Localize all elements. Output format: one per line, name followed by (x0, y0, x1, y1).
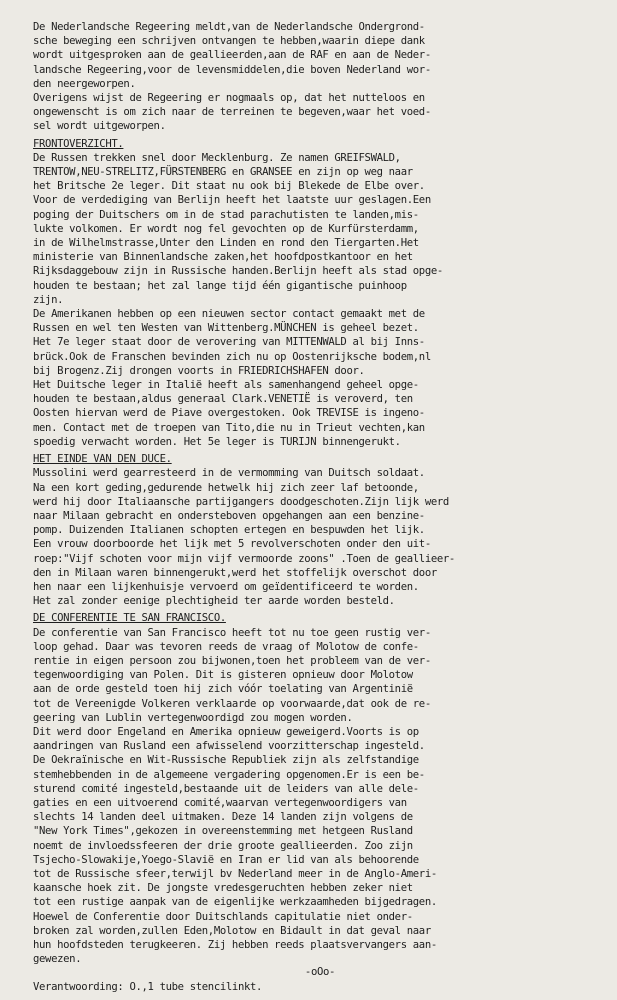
text-line: tot de Vereenigde Volkeren verklaarde op voorwaarde,dat ook de re- (33, 697, 431, 710)
text-line: noemt de invloedssfeeren der drie groote geallieerden. Zoo zijn (33, 839, 413, 852)
text-line: slechts 14 landen deel uitmaken. Deze 14 landen zijn volgens de (33, 811, 413, 824)
text-line: loop gehad. Daar was tevoren reeds de vraag of Molotow de confe- (33, 640, 419, 653)
text-line: ministerie van Binnenlandsche zaken,het hoofdpostkantoor en het (33, 251, 413, 264)
text-line: hun hoofdsteden terugkeeren. Zij hebben reeds plaatsvervangers aan- (33, 939, 437, 951)
text-line: tot een rustige aanpak van de eigenlijke werkzaamheden bijgedragen. (33, 896, 437, 909)
text-line: rentie in eigen persoon zou bijwonen,toen het probleem van de ver- (33, 654, 431, 667)
text-line: Het zal zonder eenige plechtigheid ter aarde worden besteld. (33, 595, 395, 608)
text-line: Het 7e leger staat door de verovering van MITTENWALD al bij Inns- (33, 336, 425, 349)
text-line: ongewenscht is om zich naar de terreinen te begeven,waar het voed- (33, 106, 431, 119)
text-line: Rijksdaggebouw zijn in Russische handen.Berlijn heeft als stad opge- (33, 265, 443, 278)
text-line: tegenwoordiging van Polen. Dit is gisteren opnieuw door Molotow (33, 669, 413, 682)
text-line: sche beweging een schrijven ontvangen te hebben,waarin diepe dank (33, 35, 425, 48)
section-heading: DE CONFERENTIE TE SAN FRANCISCO. (33, 612, 226, 625)
closing-mark: -oOo- (304, 966, 336, 979)
text-line: Tsjecho-Slowakije,Yoego-Slavië en Iran er lid van als behoorende (33, 853, 419, 866)
text-line: Mussolini werd gearresteerd in de vermomming van Duitsch soldaat. (33, 467, 425, 480)
text-line: landsche Regeering,voor de levensmiddelen,die boven Nederland wor- (33, 63, 431, 76)
text-line: roep:"Vijf schoten voor mijn vijf vermoorde zoons" .Toen de geallieer- (33, 552, 455, 565)
text-line: poging der Duitschers om in de stad parachutisten te landen,mis- (33, 208, 419, 221)
footer-line: Verantwoording: O.,1 tube stencilinkt. (33, 980, 263, 993)
text-line: houden te bestaan,aldus generaal Clark.VENETIË is veroverd, ten (33, 393, 413, 406)
text-line: Overigens wijst de Regeering er nogmaals op, dat het nutteloos en (33, 92, 425, 105)
text-line: broken zal worden,zullen Eden,Molotow en Bidault in dat geval naar (33, 924, 431, 937)
text-line: spoedig verwacht worden. Het 5e leger is TURIJN binnengerukt. (33, 435, 401, 448)
text-line: het Britsche 2e leger. Dit staat nu ook bij Blekede de Elbe over. (33, 180, 425, 193)
text-line: in de Wilhelmstrasse,Unter den Linden en rond den Tiergarten.Het (33, 237, 419, 250)
text-line: Voor de verdediging van Berlijn heeft het laatste uur geslagen.Een (33, 194, 431, 207)
text-line: sel wordt uitgeworpen. (33, 120, 166, 133)
text-line: geering van Lublin vertegenwoordigd zou mogen worden. (33, 711, 353, 724)
text-line: sturend comité ingesteld,bestaande uit de leiders van alle dele- (33, 782, 419, 795)
text-line: Hoewel de Conferentie door Duitschlands capitulatie niet onder- (33, 910, 413, 923)
text-line: zijn. (33, 293, 64, 306)
text-line: gaties en een uitvoerend comité,waarvan vertegenwoordigers van (33, 796, 407, 809)
text-line: werd hij door Italiaansche partijgangers doodgeschoten.Zijn lijk werd (33, 495, 449, 508)
text-line: aandringen van Rusland een afwisselend voorzitterschap ingesteld. (33, 740, 425, 753)
text-line: aan de orde gesteld toen hij zich vóór toelating van Argentinië (33, 683, 413, 696)
text-line: naar Milaan gebracht en ondersteboven opgehangen aan een benzine- (33, 509, 425, 522)
text-line: De Russen trekken snel door Mecklenburg. Ze namen GREIFSWALD, (33, 151, 401, 164)
text-line: den neergeworpen. (33, 77, 136, 90)
text-line: Een vrouw doorboorde het lijk met 5 revolverschoten onder den uit- (33, 538, 431, 551)
section (33, 611, 607, 966)
text-line: De conferentie van San Francisco heeft tot nu toe geen rustig ver- (33, 626, 431, 639)
text-line: brück.Ook de Franschen bevinden zich nu op Oostenrijksche bodem,nl (33, 350, 431, 363)
text-line: "New York Times",gekozen in overeenstemming met hetgeen Rusland (33, 825, 413, 838)
text-line: houden te bestaan; het zal lange tijd één gigantische puinhoop (33, 279, 407, 292)
text-line: hen naar een lijkenhuisje vervoerd om geïdentificeerd te worden. (33, 580, 419, 593)
text-line: TRENTOW,NEU-STRELITZ,FÜRSTENBERG en GRANSEE en zijn op weg naar (33, 166, 413, 179)
sections-block (33, 137, 607, 967)
text-line: pomp. Duizenden Italianen schopten ertegen en bespuwden het lijk. (33, 524, 425, 537)
text-line: De Nederlandsche Regeering meldt,van de Nederlandsche Ondergrond- (33, 21, 425, 33)
text-line: De Oekraïnische en Wit-Russische Republiek zijn als zelfstandige (33, 754, 419, 767)
text-line: gewezen. (33, 953, 82, 966)
intro-block (33, 20, 607, 134)
text-line: Oosten hiervan werd de Piave overgestoken. Ook TREVISE is ingeno- (33, 407, 425, 420)
section-heading: HET EINDE VAN DEN DUCE. (33, 453, 172, 466)
text-line: bij Brogenz.Zij drongen voorts in FRIEDRICHSHAFEN door. (33, 364, 365, 377)
text-line: stemhebbenden in de algemeene vergadering opgenomen.Er is een be- (33, 768, 425, 781)
text-line: den in Milaan waren binnengerukt,werd het stoffelijk overschot door (33, 566, 437, 579)
text-line: Het Duitsche leger in Italië heeft als samenhangend geheel opge- (33, 379, 419, 392)
text-line: kaansche hoek zit. De jongste vredesgeruchten hebben zeker niet (33, 882, 413, 895)
text-line: Russen en wel ten Westen van Wittenberg.MÜNCHEN is geheel bezet. (33, 322, 419, 335)
section (33, 452, 607, 608)
text-line: De Amerikanen hebben op een nieuwen sector contact gemaakt met de (33, 308, 425, 321)
text-line: Na een kort geding,gedurende hetwelk hij zich zeer laf betoonde, (33, 481, 419, 494)
text-line: tot de Russische sfeer,terwijl bv Nederland meer in de Anglo-Ameri- (33, 867, 437, 880)
section-heading: FRONTOVERZICHT. (33, 137, 124, 150)
text-line: lukte volkomen. Er wordt nog fel gevochten op de Kurfürsterdamm, (33, 222, 419, 235)
text-line: Dit werd door Engeland en Amerika opnieuw geweigerd.Voorts is op (33, 725, 419, 738)
text-line: wordt uitgesproken aan de geallieerden,aan de RAF en aan de Neder- (33, 49, 431, 62)
section (33, 137, 607, 449)
text-line: men. Contact met de troepen van Tito,die nu in Trieut vechten,kan (33, 421, 425, 434)
